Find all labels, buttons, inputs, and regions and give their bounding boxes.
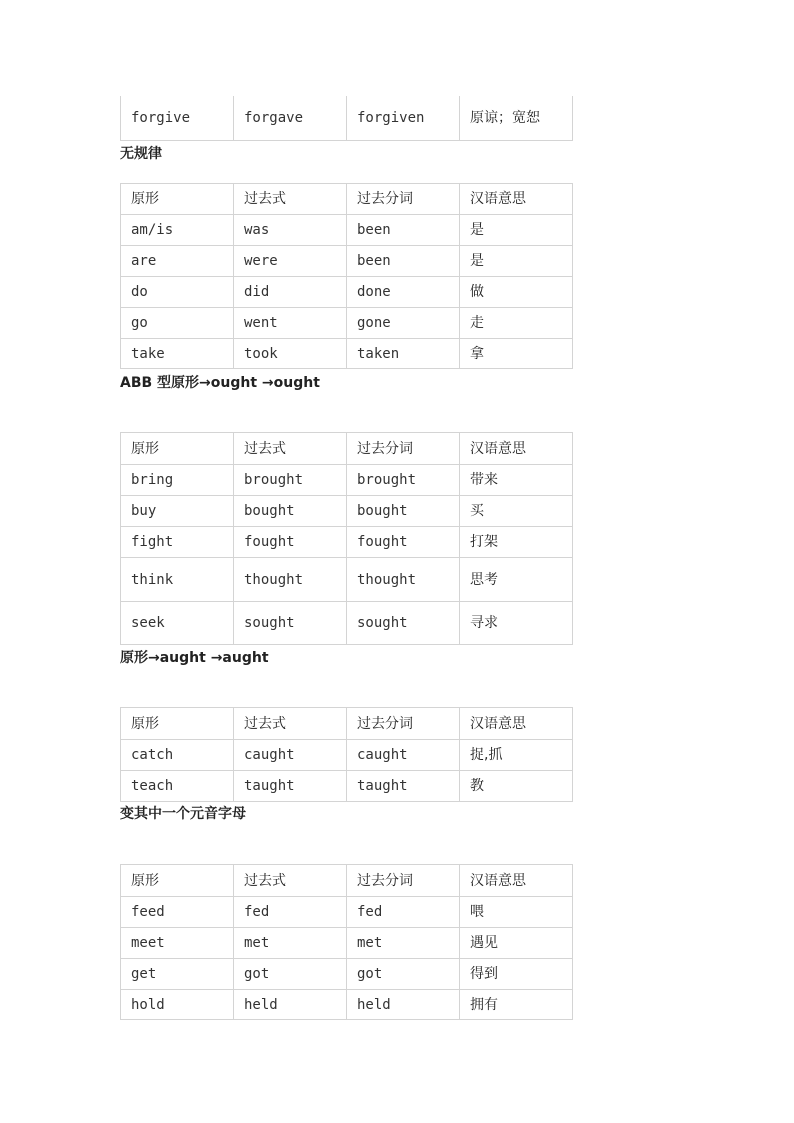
base-form-cell: buy bbox=[121, 496, 234, 527]
header-meaning: 汉语意思 bbox=[460, 433, 573, 465]
meaning-cell: 拥有 bbox=[460, 990, 573, 1020]
base-form-cell: do bbox=[121, 277, 234, 308]
meaning-cell: 喂 bbox=[460, 897, 573, 928]
base-form-cell: think bbox=[121, 558, 234, 602]
table-forgive bbox=[120, 96, 573, 141]
past-participle-cell: held bbox=[347, 990, 460, 1020]
meaning-cell: 思考 bbox=[460, 558, 573, 602]
past-participle-cell: been bbox=[347, 215, 460, 246]
section-heading-aught: 原形→aught →aught bbox=[120, 650, 269, 666]
table-row bbox=[121, 96, 573, 140]
verb-table bbox=[120, 864, 573, 1020]
past-tense-cell: forgave bbox=[234, 96, 347, 140]
past-tense-cell: held bbox=[234, 990, 347, 1020]
section-heading-irregular: 无规律 bbox=[120, 146, 162, 162]
table-header-row bbox=[121, 708, 573, 740]
meaning-cell: 教 bbox=[460, 771, 573, 802]
base-form-cell: catch bbox=[121, 740, 234, 771]
base-form-cell: are bbox=[121, 246, 234, 277]
header-past-tense: 过去式 bbox=[234, 433, 347, 465]
table-row bbox=[121, 897, 573, 928]
meaning-cell: 走 bbox=[460, 308, 573, 339]
table-ought bbox=[120, 432, 573, 645]
meaning-cell: 是 bbox=[460, 246, 573, 277]
base-form-cell: take bbox=[121, 339, 234, 369]
table-header-row bbox=[121, 865, 573, 897]
base-form-cell: teach bbox=[121, 771, 234, 802]
header-meaning: 汉语意思 bbox=[460, 708, 573, 740]
base-form-cell: am/is bbox=[121, 215, 234, 246]
past-participle-cell: fed bbox=[347, 897, 460, 928]
meaning-cell: 原谅；宽恕 bbox=[460, 96, 573, 140]
table-aught bbox=[120, 707, 573, 802]
section-heading-vowel-change: 变其中一个元音字母 bbox=[120, 806, 246, 822]
past-tense-cell: caught bbox=[234, 740, 347, 771]
verb-table bbox=[120, 183, 573, 369]
table-row bbox=[121, 990, 573, 1020]
meaning-cell: 是 bbox=[460, 215, 573, 246]
past-participle-cell: been bbox=[347, 246, 460, 277]
header-past-participle: 过去分词 bbox=[347, 433, 460, 465]
past-tense-cell: was bbox=[234, 215, 347, 246]
table-row bbox=[121, 246, 573, 277]
past-tense-cell: fought bbox=[234, 527, 347, 558]
table-row bbox=[121, 496, 573, 527]
past-tense-cell: met bbox=[234, 928, 347, 959]
table-header-row bbox=[121, 184, 573, 215]
past-tense-cell: took bbox=[234, 339, 347, 369]
past-tense-cell: fed bbox=[234, 897, 347, 928]
meaning-cell: 拿 bbox=[460, 339, 573, 369]
table-row bbox=[121, 215, 573, 246]
past-tense-cell: went bbox=[234, 308, 347, 339]
meaning-cell: 带来 bbox=[460, 465, 573, 496]
verb-table bbox=[120, 432, 573, 645]
meaning-cell: 买 bbox=[460, 496, 573, 527]
past-participle-cell: fought bbox=[347, 527, 460, 558]
table-row bbox=[121, 308, 573, 339]
header-past-tense: 过去式 bbox=[234, 184, 347, 215]
past-participle-cell: met bbox=[347, 928, 460, 959]
past-tense-cell: brought bbox=[234, 465, 347, 496]
verb-table bbox=[120, 707, 573, 802]
base-form-cell: seek bbox=[121, 602, 234, 645]
past-participle-cell: brought bbox=[347, 465, 460, 496]
base-form-cell: bring bbox=[121, 465, 234, 496]
table-row bbox=[121, 277, 573, 308]
table-row bbox=[121, 740, 573, 771]
meaning-cell: 遇见 bbox=[460, 928, 573, 959]
past-participle-cell: gone bbox=[347, 308, 460, 339]
base-form-cell: meet bbox=[121, 928, 234, 959]
past-participle-cell: caught bbox=[347, 740, 460, 771]
base-form-cell: forgive bbox=[121, 96, 234, 140]
past-tense-cell: bought bbox=[234, 496, 347, 527]
past-tense-cell: taught bbox=[234, 771, 347, 802]
header-base-form: 原形 bbox=[121, 708, 234, 740]
table-vowel-change bbox=[120, 864, 573, 1020]
table-row bbox=[121, 339, 573, 369]
past-participle-cell: taken bbox=[347, 339, 460, 369]
header-past-tense: 过去式 bbox=[234, 708, 347, 740]
base-form-cell: feed bbox=[121, 897, 234, 928]
past-participle-cell: thought bbox=[347, 558, 460, 602]
past-tense-cell: sought bbox=[234, 602, 347, 645]
table-row bbox=[121, 602, 573, 645]
past-participle-cell: done bbox=[347, 277, 460, 308]
header-base-form: 原形 bbox=[121, 433, 234, 465]
meaning-cell: 捉,抓 bbox=[460, 740, 573, 771]
table-row bbox=[121, 527, 573, 558]
table-header-row bbox=[121, 433, 573, 465]
past-participle-cell: got bbox=[347, 959, 460, 990]
meaning-cell: 得到 bbox=[460, 959, 573, 990]
table-row bbox=[121, 558, 573, 602]
header-past-participle: 过去分词 bbox=[347, 184, 460, 215]
base-form-cell: go bbox=[121, 308, 234, 339]
header-meaning: 汉语意思 bbox=[460, 865, 573, 897]
meaning-cell: 打架 bbox=[460, 527, 573, 558]
base-form-cell: get bbox=[121, 959, 234, 990]
verb-table bbox=[120, 96, 573, 141]
header-meaning: 汉语意思 bbox=[460, 184, 573, 215]
past-tense-cell: did bbox=[234, 277, 347, 308]
base-form-cell: fight bbox=[121, 527, 234, 558]
header-base-form: 原形 bbox=[121, 865, 234, 897]
header-past-participle: 过去分词 bbox=[347, 708, 460, 740]
past-tense-cell: got bbox=[234, 959, 347, 990]
table-row bbox=[121, 928, 573, 959]
past-participle-cell: taught bbox=[347, 771, 460, 802]
meaning-cell: 做 bbox=[460, 277, 573, 308]
base-form-cell: hold bbox=[121, 990, 234, 1020]
past-tense-cell: were bbox=[234, 246, 347, 277]
meaning-cell: 寻求 bbox=[460, 602, 573, 645]
past-participle-cell: sought bbox=[347, 602, 460, 645]
header-base-form: 原形 bbox=[121, 184, 234, 215]
table-row bbox=[121, 465, 573, 496]
past-tense-cell: thought bbox=[234, 558, 347, 602]
table-irregular bbox=[120, 183, 573, 369]
table-row bbox=[121, 959, 573, 990]
section-heading-abb-ought: ABB 型原形→ought →ought bbox=[120, 375, 320, 391]
header-past-tense: 过去式 bbox=[234, 865, 347, 897]
table-row bbox=[121, 771, 573, 802]
past-participle-cell: forgiven bbox=[347, 96, 460, 140]
past-participle-cell: bought bbox=[347, 496, 460, 527]
header-past-participle: 过去分词 bbox=[347, 865, 460, 897]
